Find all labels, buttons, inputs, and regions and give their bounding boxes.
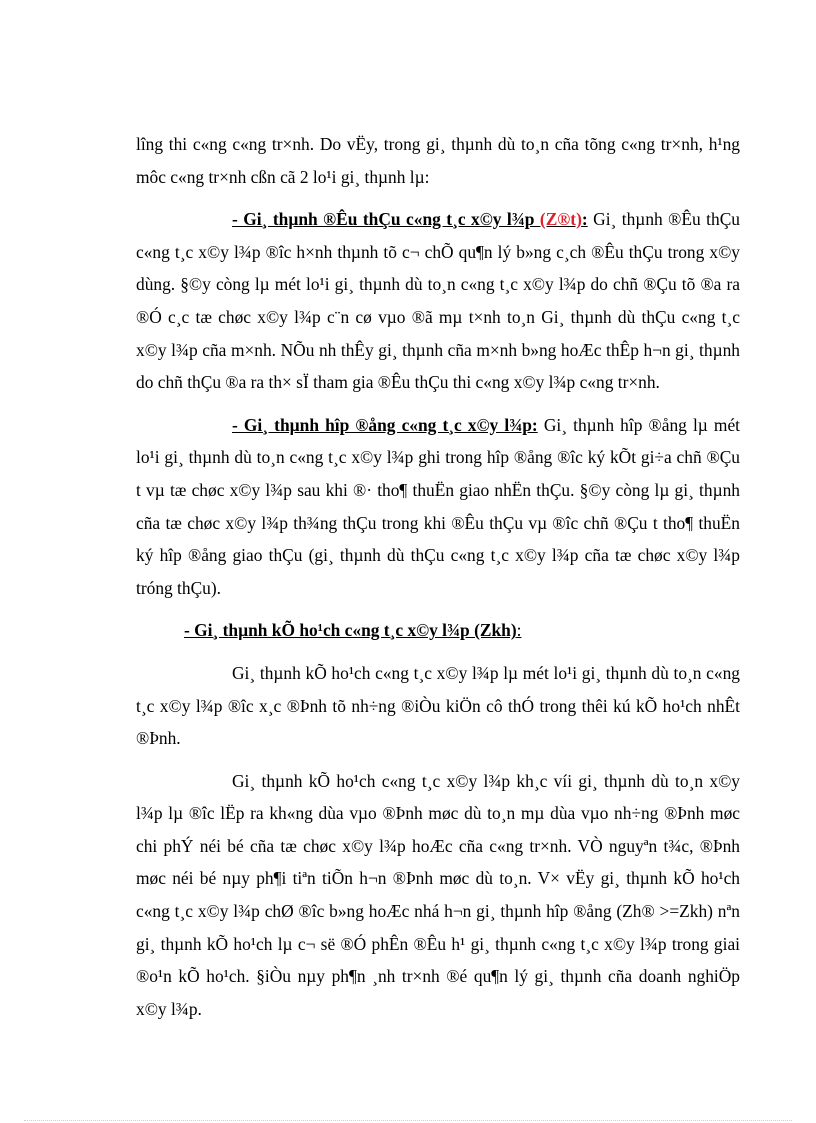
contract-price-paragraph <box>136 409 740 605</box>
contract-price-heading: - Gi¸ thµnh hîp ®ång c«ng t¸c x©y l¾p: <box>232 414 538 435</box>
bid-price-heading-text: - Gi¸ thµnh ®Êu thÇu c«ng t¸c x©y l¾p <box>232 209 540 230</box>
plan-price-text-2: Gi¸ thµnh kÕ ho¹ch c«ng t¸c x©y l¾p kh¸c víi gi¸ thµnh dù to¸n x©y l¾p lµ ®îc lËp ra kh«ng dùa vµo ®Þnh møc dù to¸n mµ dùa vµo nh÷ng ®Þnh møc chi phÝ néi bé cña tæ chøc x©y l¾p hoÆc cña c«ng tr×nh. VÒ nguyªn t¾c, ®Þnh møc néi bé nµy ph¶i tiªn tiÕn h¬n ®Þnh møc dù to¸n. V× vËy gi¸ thµnh kÕ ho¹ch c«ng t¸c x©y l¾p chØ ®îc b»ng hoÆc nhá h¬n gi¸ thµnh hîp ®ång (Zh® >=Zkh) nªn gi¸ thµnh kÕ ho¹ch lµ c¬ së ®Ó phÊn ®Êu h¹ gi¸ thµnh c«ng t¸c x©y l¾p trong giai ®o¹n kÕ ho¹ch. §iÒu nµy ph¶n ¸nh tr×nh ®é qu¶n lý gi¸ thµnh cña doanh nghiÖp x©y l¾p. <box>136 770 740 1019</box>
page-bottom-divider <box>24 1120 792 1121</box>
plan-price-text-1: Gi¸ thµnh kÕ ho¹ch c«ng t¸c x©y l¾p lµ mét lo¹i gi¸ thµnh dù to¸n c«ng t¸c x©y l¾p ®îc x¸c ®Þnh tõ nh÷ng ®iÒu kiÖn cô thÓ trong thêi kú kÕ ho¹ch nhÊt ®Þnh. <box>136 662 740 749</box>
plan-price-paragraph-2 <box>136 765 740 1026</box>
plan-price-heading-colon: : <box>516 620 522 641</box>
plan-price-paragraph-1 <box>136 657 740 755</box>
bid-price-heading-colon: : <box>581 209 588 230</box>
intro-text: lîng thi c«ng c«ng tr×nh. Do vËy, trong gi¸ thµnh dù to¸n cña tõng c«ng tr×nh, h¹ng môc c«ng tr×nh cßn cã 2 lo¹i gi¸ thµnh lµ: <box>136 134 740 187</box>
bid-price-body: Gi¸ thµnh ®Êu thÇu c«ng t¸c x©y l¾p ®îc h×nh thµnh tõ c¬ chÕ qu¶n lý b»ng c¸ch ®Êu thÇu trong x©y dùng. §©y còng lµ mét lo¹i gi¸ thµnh dù to¸n c«ng t¸c x©y l¾p do chñ ®Çu tõ ®a ra ®Ó c¸c tæ chøc x©y l¾p c¨n cø vµo ®ã mµ t×nh to¸n Gi¸ thµnh dù thÇu c«ng t¸c x©y l¾p cña m×nh. NÕu nh thÊy gi¸ thµnh cña m×nh b»ng hoÆc thÊp h¬n gi¸ thµnh do chñ thÇu ®a ra th× sÏ tham gia ®Êu thÇu thi c«ng x©y l¾p c«ng tr×nh. <box>136 209 740 393</box>
bid-price-heading <box>232 209 588 229</box>
contract-price-body: Gi¸ thµnh hîp ®ång lµ mét lo¹i gi¸ thµnh dù to¸n c«ng t¸c x©y l¾p ghi trong hîp ®ång ®îc ký kÕt gi÷a chñ ®Çu t vµ tæ chøc x©y l¾p sau khi ®· tho¶ thuËn giao nhËn thÇu. §©y còng lµ gi¸ thµnh cña tæ chøc x©y l¾p th¾ng thÇu trong khi ®Êu thÇu vµ ®îc chñ ®Çu t tho¶ thuËn ký hîp ®ång giao thÇu (gi¸ thµnh dù thÇu c«ng t¸c x©y l¾p cña tæ chøc x©y l¾p tróng thÇu). <box>136 414 740 598</box>
plan-price-heading-line <box>136 614 740 647</box>
body-text <box>136 128 740 1025</box>
intro-paragraph <box>136 128 740 193</box>
plan-price-heading: - Gi¸ thµnh kÕ ho¹ch c«ng t¸c x©y l¾p (Zkh) <box>184 620 517 641</box>
bid-price-code: (Z®t) <box>539 209 582 230</box>
bid-price-paragraph <box>136 203 740 399</box>
